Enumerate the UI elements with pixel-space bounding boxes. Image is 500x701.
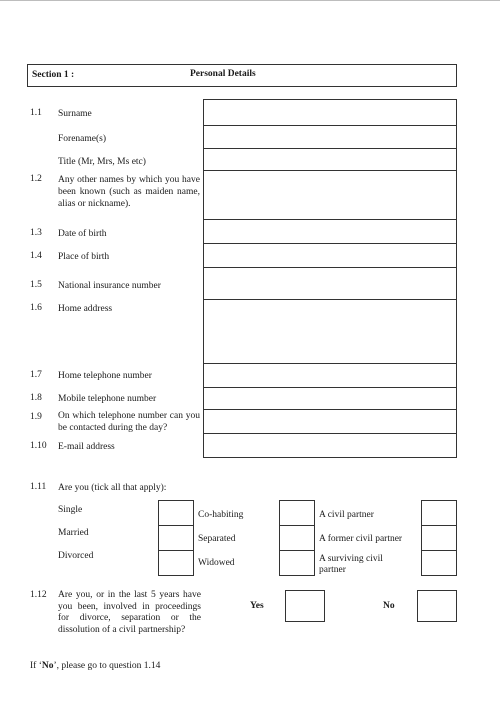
no-checkbox[interactable] xyxy=(417,590,457,622)
place-of-birth-label: Place of birth xyxy=(58,252,110,262)
question-number: 1.8 xyxy=(30,393,42,403)
other-names-field[interactable] xyxy=(203,170,457,220)
mobile-telephone-field[interactable] xyxy=(203,387,457,410)
widowed-option-label: Widowed xyxy=(198,558,235,568)
widowed-checkbox[interactable] xyxy=(279,550,315,576)
question-number: 1.4 xyxy=(30,251,42,261)
question-number: 1.3 xyxy=(30,228,42,238)
cohabiting-option-label: Co-habiting xyxy=(198,510,244,520)
question-number: 1.10 xyxy=(30,441,47,451)
home-address-label: Home address xyxy=(58,304,113,314)
email-field[interactable] xyxy=(203,433,457,458)
former-civil-partner-option-label: A former civil partner xyxy=(319,534,403,544)
marital-status-label: Are you (tick all that apply): xyxy=(58,483,167,493)
question-number: 1.2 xyxy=(30,174,42,184)
title-field[interactable] xyxy=(203,148,457,171)
separated-option-label: Separated xyxy=(198,534,236,544)
question-number: 1.7 xyxy=(30,370,42,380)
single-option-label: Single xyxy=(58,505,83,515)
surname-field[interactable] xyxy=(203,99,457,126)
home-telephone-field[interactable] xyxy=(203,363,457,388)
surviving-civil-partner-option-label: A surviving civil partner xyxy=(319,554,383,575)
civil-partner-option-label: A civil partner xyxy=(319,510,374,520)
skip-instruction: If ‘No’, please go to question 1.14 xyxy=(30,661,161,671)
married-checkbox[interactable] xyxy=(158,525,194,551)
question-number: 1.12 xyxy=(30,590,47,600)
former-civil-partner-checkbox[interactable] xyxy=(421,525,457,551)
separated-checkbox[interactable] xyxy=(279,525,315,551)
yes-checkbox[interactable] xyxy=(285,590,325,622)
married-option-label: Married xyxy=(58,528,89,538)
email-label: E-mail address xyxy=(58,442,115,452)
date-of-birth-field[interactable] xyxy=(203,219,457,244)
date-of-birth-label: Date of birth xyxy=(58,229,107,239)
divorced-option-label: Divorced xyxy=(58,551,94,561)
home-address-field[interactable] xyxy=(203,299,457,364)
civil-partner-checkbox[interactable] xyxy=(421,500,457,526)
proceedings-question-label: Are you, or in the last 5 years have you been, involved in proceedings for divorce, separation or the dissolution of a civil partnership? xyxy=(58,590,201,635)
question-number: 1.9 xyxy=(30,412,42,422)
no-label: No xyxy=(383,601,395,611)
place-of-birth-field[interactable] xyxy=(203,243,457,268)
single-checkbox[interactable] xyxy=(158,500,194,526)
national-insurance-label: National insurance number xyxy=(58,281,161,291)
question-number: 1.11 xyxy=(30,482,47,492)
other-names-label: Any other names by which you have been known (such as maiden name, alias or nickname). xyxy=(58,175,200,209)
forenames-field[interactable] xyxy=(203,125,457,149)
daytime-phone-field[interactable] xyxy=(203,409,457,434)
forenames-label: Forename(s) xyxy=(58,134,107,144)
divorced-checkbox[interactable] xyxy=(158,550,194,576)
section-title: Personal Details xyxy=(190,69,256,79)
surname-label: Surname xyxy=(58,109,92,119)
question-number: 1.1 xyxy=(30,108,42,118)
daytime-phone-label: On which telephone number can you be contacted during the day? xyxy=(58,411,200,433)
question-number: 1.5 xyxy=(30,280,42,290)
home-telephone-label: Home telephone number xyxy=(58,371,152,381)
section-label: Section 1 : xyxy=(32,70,75,80)
title-label: Title (Mr, Mrs, Ms etc) xyxy=(58,157,146,167)
section-header xyxy=(27,64,457,87)
cohabiting-checkbox[interactable] xyxy=(279,500,315,526)
national-insurance-field[interactable] xyxy=(203,267,457,300)
page-top-rule xyxy=(0,0,500,1)
mobile-telephone-label: Mobile telephone number xyxy=(58,394,157,404)
question-number: 1.6 xyxy=(30,303,42,313)
surviving-civil-partner-checkbox[interactable] xyxy=(421,550,457,576)
yes-label: Yes xyxy=(250,601,264,611)
skip-instruction-emphasis: No xyxy=(41,661,54,671)
